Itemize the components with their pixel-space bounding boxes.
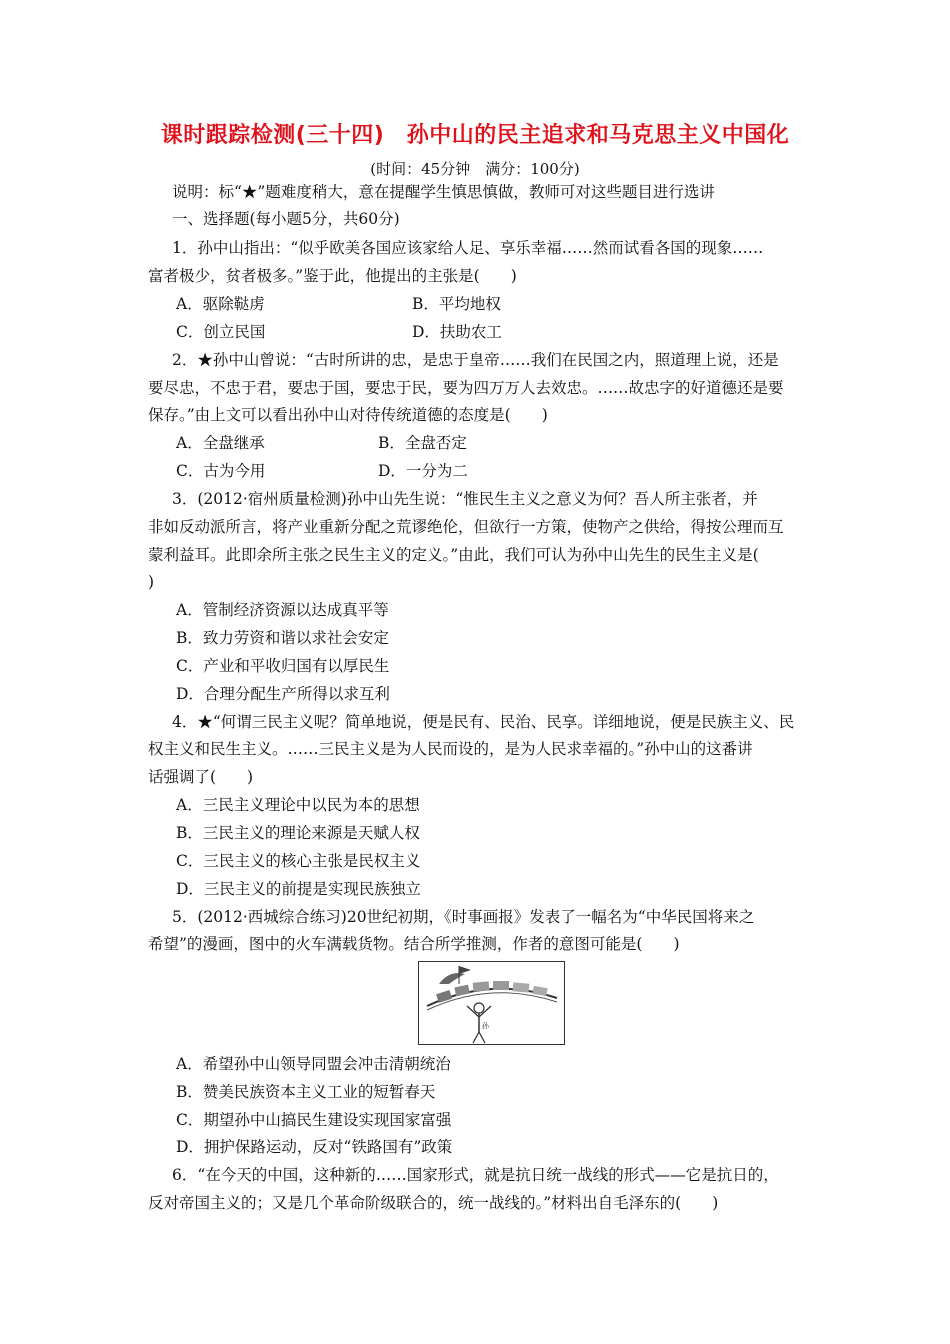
question-1-option-a: A．驱除鞑虏 [176, 295, 265, 313]
instruction-note: 说明：标“★”题难度稍大，意在提醒学生慎思慎做，教师可对这些题目进行选讲 [172, 183, 715, 201]
page-title: 课时跟踪检测(三十四) 孙中山的民主追求和马克思主义中国化 [160, 123, 790, 148]
question-2-line-1: 2．★孙中山曾说：“古时所讲的忠，是忠于皇帝……我们在民国之内，照道理上说，还是 [172, 351, 779, 369]
question-1-option-d: D．扶助农工 [412, 323, 502, 341]
cartoon-illustration [419, 962, 564, 1044]
question-3-line-1: 3．(2012·宿州质量检测)孙中山先生说：“惟民生主义之意义为何？吾人所主张者，并 [172, 490, 758, 508]
question-4-option-d: D．三民主义的前提是实现民族独立 [176, 880, 421, 898]
cartoon-figure [418, 961, 565, 1045]
question-5-option-b: B．赞美民族资本主义工业的短暂春天 [176, 1083, 436, 1101]
question-4-line-1: 4．★“何谓三民主义呢？简单地说，便是民有、民治、民享。详细地说，便是民族主义、民 [172, 713, 795, 731]
question-4-option-c: C．三民主义的核心主张是民权主义 [176, 852, 421, 870]
question-2-line-2: 要尽忠，不忠于君，要忠于国，要忠于民，要为四万万人去效忠。……故忠字的好道德还是要 [148, 379, 784, 397]
question-1-option-c: C．创立民国 [176, 323, 266, 341]
question-3-line-4: ) [148, 573, 155, 591]
time-score-info: (时间：45分钟 满分：100分) [370, 160, 580, 178]
question-3-line-3: 蒙利益耳。此即余所主张之民生主义的定义。”由此，我们可认为孙中山先生的民生主义是( [148, 546, 759, 564]
question-5-line-1: 5．(2012·西城综合练习)20世纪初期，《时事画报》发表了一幅名为“中华民国将来之 [172, 908, 755, 926]
section-heading: 一、选择题(每小题5分，共60分) [172, 210, 400, 228]
question-2-option-d: D．一分为二 [378, 462, 468, 480]
question-3-option-b: B．致力劳资和谐以求社会安定 [176, 629, 389, 647]
question-1-line-2: 富者极少，贫者极多。”鉴于此，他提出的主张是( ) [148, 267, 517, 285]
question-3-option-a: A．管制经济资源以达成真平等 [176, 601, 389, 619]
question-4-option-b: B．三民主义的理论来源是天赋人权 [176, 824, 420, 842]
question-1-line-1: 1．孙中山指出：“似乎欧美各国应该家给人足、享乐幸福……然而试看各国的现象…… [172, 239, 764, 257]
question-5-option-a: A．希望孙中山领导同盟会冲击清朝统治 [176, 1055, 451, 1073]
question-3-option-d: D．合理分配生产所得以求互利 [176, 685, 390, 703]
question-6-line-1: 6．“在今天的中国，这种新的……国家形式，就是抗日统一战线的形式——它是抗日的， [172, 1166, 779, 1184]
question-2-option-a: A．全盘继承 [176, 434, 265, 452]
question-4-option-a: A．三民主义理论中以民为本的思想 [176, 796, 420, 814]
question-5-option-d: D．拥护保路运动，反对“铁路国有”政策 [176, 1138, 453, 1156]
figure-label: 孙 [482, 1022, 489, 1030]
question-6-line-2: 反对帝国主义的；又是几个革命阶级联合的，统一战线的。”材料出自毛泽东的( ) [148, 1194, 719, 1212]
question-5-line-2: 希望”的漫画，图中的火车满载货物。结合所学推测，作者的意图可能是( ) [148, 935, 680, 953]
question-4-line-3: 话强调了( ) [148, 768, 254, 786]
question-1-option-b: B．平均地权 [412, 295, 501, 313]
question-3-option-c: C．产业和平收归国有以厚民生 [176, 657, 390, 675]
question-4-line-2: 权主义和民生主义。……三民主义是为人民而设的，是为人民求幸福的。”孙中山的这番讲 [148, 740, 753, 758]
question-2-option-b: B．全盘否定 [378, 434, 467, 452]
question-2-option-c: C．古为今用 [176, 462, 266, 480]
question-3-line-2: 非如反动派所言，将产业重新分配之荒谬绝伦，但欲行一方策，使物产之供给，得按公理而互 [148, 518, 784, 536]
question-5-option-c: C．期望孙中山搞民生建设实现国家富强 [176, 1111, 452, 1129]
question-2-line-3: 保存。”由上文可以看出孙中山对待传统道德的态度是( ) [148, 406, 548, 424]
